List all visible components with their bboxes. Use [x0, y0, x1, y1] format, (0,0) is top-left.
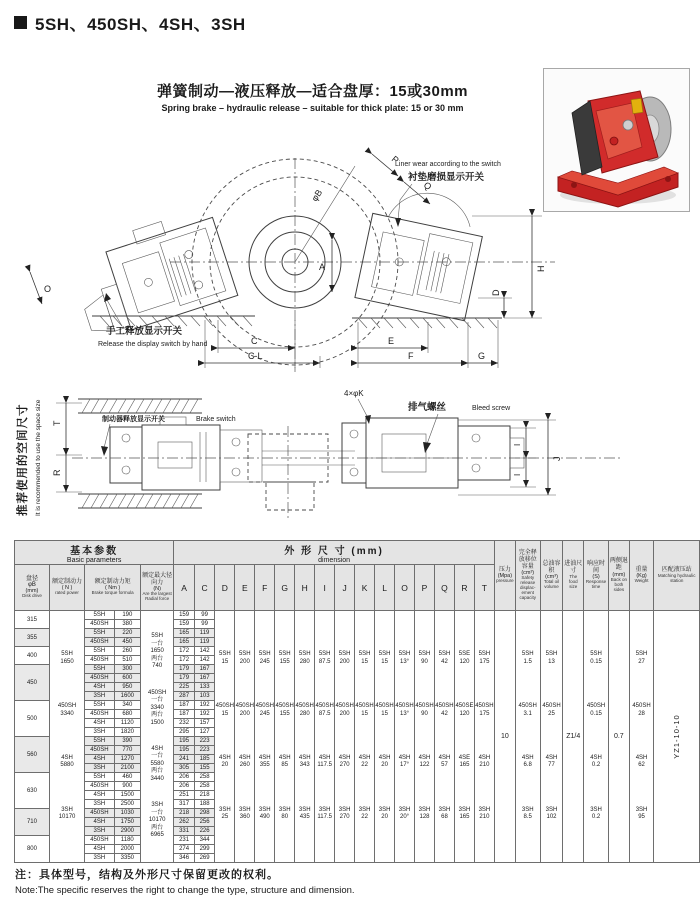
- brake-switch-label-en: Brake switch: [196, 416, 236, 423]
- cell-model: 3SH: [85, 800, 114, 809]
- dim-label-q: Q: [421, 179, 434, 193]
- cell-dim-A: 287: [174, 692, 195, 701]
- cell-dim-A: 206: [174, 773, 195, 782]
- dim-label-a: A: [319, 262, 326, 272]
- subtitle-en: Spring brake – hydraulic release – suitable for thick plate: 15 or 30 mm: [161, 103, 464, 113]
- cell-model: 5SH: [85, 647, 114, 656]
- cell-model: 4SH: [85, 818, 114, 827]
- page-title-row: [14, 10, 246, 35]
- col-header-force: 额定制动力 ( N ) rated power: [49, 565, 84, 611]
- footer-note: [15, 866, 355, 896]
- cell-dim-T: 5SH 175 450SH 175 4SH 210 3SH 210: [474, 611, 494, 863]
- col-header-back: 两侧退距 (mm) Back on both sides: [609, 541, 630, 611]
- cell-model: 4SH: [85, 683, 114, 692]
- col-header-pressure: 压力 (Mpa) pressure: [494, 541, 515, 611]
- cell-model: 450SH: [85, 782, 114, 791]
- side-view: [15, 389, 622, 518]
- subtitle-cn: 弹簧制动—液压释放—适合盘厚：15或30mm: [156, 83, 469, 100]
- cell-model: 5SH: [85, 665, 114, 674]
- release-label-en: Release the display switch by hand: [98, 341, 208, 348]
- cell-dim-H: 5SH 280 450SH 280 4SH 343 3SH 435: [295, 611, 315, 863]
- cell-torque: 900: [114, 782, 140, 791]
- col-header-torque: 额定制动力矩 ( Nm ) Brake torque formula: [85, 565, 141, 611]
- cell-dim-C: 157: [194, 719, 215, 728]
- dim-label-i1: I: [513, 443, 522, 446]
- cell-pressure: 10: [494, 611, 515, 863]
- title-square-icon: [14, 16, 27, 29]
- cell-dim-A: 172: [174, 656, 195, 665]
- wall-hatch-top: [82, 399, 198, 413]
- dim-letter-header: R: [454, 565, 474, 611]
- cell-torque: 510: [114, 656, 140, 665]
- cell-dim-A: 225: [174, 683, 195, 692]
- cell-dim-C: 256: [194, 818, 215, 827]
- cell-oil-volume: 5SH 13 450SH 25 4SH 77 3SH 102: [540, 611, 563, 863]
- space-size-label-en: It is recommended to use the space size: [35, 399, 42, 516]
- cell-torque: 450: [114, 638, 140, 647]
- cell-torque: 3350: [114, 854, 140, 863]
- note-en: Note:The specific reserves the right to change the type, structure and dimension.: [15, 885, 355, 896]
- cell-dim-E: 5SH 200 450SH 200 4SH 260 3SH 360: [235, 611, 255, 863]
- cell-dim-A: 195: [174, 746, 195, 755]
- cell-torque: 380: [114, 620, 140, 629]
- cell-dim-P: 5SH 90 450SH 90 4SH 122 3SH 128: [415, 611, 435, 863]
- cell-dim-C: 185: [194, 755, 215, 764]
- cell-dim-A: 305: [174, 764, 195, 773]
- dim-letter-header: L: [375, 565, 395, 611]
- cell-dim-J: 5SH 200 450SH 200 4SH 270 3SH 270: [335, 611, 355, 863]
- bleed-screw-label-cn: 排气螺丝: [408, 402, 447, 413]
- cell-torque: 680: [114, 710, 140, 719]
- cell-dim-A: 179: [174, 665, 195, 674]
- cell-dim-A: 331: [174, 827, 195, 836]
- dim-letter-header: D: [215, 565, 235, 611]
- cell-dim-A: 231: [174, 836, 195, 845]
- cell-model: 450SH: [85, 746, 114, 755]
- cell-model: 4SH: [85, 845, 114, 854]
- cell-torque: 1750: [114, 818, 140, 827]
- dim-label-j: J: [552, 456, 562, 461]
- dim-label-t: T: [52, 420, 62, 426]
- cell-dim-C: 223: [194, 746, 215, 755]
- header-basic-cn: 基本参数: [70, 545, 119, 557]
- cell-dim-C: 99: [194, 611, 215, 620]
- cell-torque: 260: [114, 647, 140, 656]
- cell-torque: 1180: [114, 836, 140, 845]
- cell-dim-A: 262: [174, 818, 195, 827]
- side-brake-assembly: [110, 417, 262, 490]
- cell-dim-C: 226: [194, 827, 215, 836]
- cell-dim-O: 5SH 13° 450SH 13° 4SH 17° 3SH 20°: [395, 611, 415, 863]
- cell-dim-C: 155: [194, 764, 215, 773]
- space-size-label-cn: 推荐使用的空间尺寸: [17, 403, 29, 516]
- cell-dim-A: 187: [174, 701, 195, 710]
- cell-dim-C: 103: [194, 692, 215, 701]
- cell-dim-C: 192: [194, 701, 215, 710]
- cell-torque: 1600: [114, 692, 140, 701]
- dim-letter-header: F: [255, 565, 275, 611]
- cell-dim-C: 344: [194, 836, 215, 845]
- dim-letter-header: I: [315, 565, 335, 611]
- cell-dim-C: 299: [194, 845, 215, 854]
- cell-model: 5SH: [85, 701, 114, 710]
- cell-dim-A: 232: [174, 719, 195, 728]
- cell-back-distance: 0.7: [609, 611, 630, 863]
- cell-dim-C: 142: [194, 656, 215, 665]
- cell-response-time: 5SH 0.15 450SH 0.15 4SH 0.2 3SH 0.2: [584, 611, 609, 863]
- right-caliper: [355, 179, 489, 321]
- cell-model: 5SH: [85, 629, 114, 638]
- liner-wear-label-en: Liner wear according to the switch: [395, 161, 501, 168]
- cell-dim-C: 119: [194, 629, 215, 638]
- cell-dim-C: 223: [194, 737, 215, 746]
- cell-torque: 1820: [114, 728, 140, 737]
- cell-rated-force: 5SH 1650 450SH 3340 4SH 5880 3SH 10170: [49, 611, 84, 863]
- cell-disc-diameter: 710: [15, 809, 50, 836]
- page-title: 5SH、450SH、4SH、3SH: [35, 15, 246, 34]
- cell-dim-Q: 5SH 42 450SH 42 4SH 57 3SH 68: [435, 611, 455, 863]
- cell-dim-A: 241: [174, 755, 195, 764]
- cell-radial-force: 5SH 一台 1650 两台 740 450SH 一台 3340 两台 1500 4SH 一台 5580 两台 3440 3SH 一台 10170 两台 6965: [141, 611, 174, 863]
- cell-weight: 5SH 27 450SH 28 4SH 62 3SH 95: [629, 611, 654, 863]
- cell-model: 3SH: [85, 728, 114, 737]
- cell-dim-C: 99: [194, 620, 215, 629]
- cell-torque: 1270: [114, 755, 140, 764]
- dim-label-p: P: [389, 153, 401, 166]
- col-header-release: 完全释放移位容量 (cm³) Safety release displac-ement capacity: [515, 541, 540, 611]
- dim-label-r: R: [52, 469, 62, 476]
- cell-disc-diameter: 400: [15, 647, 50, 665]
- ground-hatch-right: [358, 318, 497, 328]
- dim-letter-header: E: [235, 565, 255, 611]
- header-dim-en: dimension: [318, 556, 351, 564]
- header-basic-parameters: [15, 541, 174, 565]
- cell-dim-A: 295: [174, 728, 195, 737]
- dim-label-d: D: [491, 289, 501, 296]
- cell-model: 450SH: [85, 656, 114, 665]
- subtitle-block: [140, 80, 485, 113]
- cell-torque: 600: [114, 674, 140, 683]
- cell-dim-A: 179: [174, 674, 195, 683]
- col-header-oil: 总油容积 (cm³) Total oil volume: [540, 541, 563, 611]
- cell-model: 4SH: [85, 719, 114, 728]
- cell-dim-C: 188: [194, 800, 215, 809]
- cell-torque: 340: [114, 701, 140, 710]
- cell-torque: 300: [114, 665, 140, 674]
- cell-dim-A: 274: [174, 845, 195, 854]
- cell-model: 450SH: [85, 710, 114, 719]
- dim-label-e: E: [388, 336, 395, 346]
- cell-dim-A: 165: [174, 629, 195, 638]
- ground-hatch-left: [100, 316, 252, 326]
- cell-dim-K: 5SH 15 450SH 15 4SH 22 3SH 22: [355, 611, 375, 863]
- header-basic-en: Basic parameters: [66, 556, 122, 564]
- technical-drawings: [10, 120, 700, 545]
- cell-dim-C: 218: [194, 791, 215, 800]
- dim-label-o: O: [44, 284, 52, 294]
- dim-letter-header: K: [355, 565, 375, 611]
- cell-dim-C: 258: [194, 782, 215, 791]
- cell-dim-C: 133: [194, 683, 215, 692]
- cell-dim-R: 5SE 120 450SE 120 4SE 165 3SH 165: [454, 611, 474, 863]
- cell-disc-diameter: 500: [15, 701, 50, 737]
- cell-disc-diameter: 800: [15, 836, 50, 863]
- cell-dim-C: 192: [194, 710, 215, 719]
- dim-label-cl: C-L: [248, 351, 263, 361]
- cell-model: 3SH: [85, 827, 114, 836]
- cell-torque: 220: [114, 629, 140, 638]
- cell-release-capacity: 5SH 1.5 450SH 3.1 4SH 6.8 3SH 8.5: [515, 611, 540, 863]
- cell-model: 450SH: [85, 836, 114, 845]
- cell-model: 450SH: [85, 809, 114, 818]
- cell-model: 4SH: [85, 791, 114, 800]
- cell-dim-C: 298: [194, 809, 215, 818]
- cell-disc-diameter: 355: [15, 629, 50, 647]
- cell-torque: 770: [114, 746, 140, 755]
- cell-dim-C: 167: [194, 674, 215, 683]
- cell-torque: 190: [114, 611, 140, 620]
- dim-label-f: F: [408, 351, 414, 361]
- cell-model: 450SH: [85, 638, 114, 647]
- cell-dim-A: 159: [174, 611, 195, 620]
- brake-switch-label-cn: 制动器释放显示开关: [102, 416, 165, 423]
- cell-dim-C: 142: [194, 647, 215, 656]
- cell-torque: 1500: [114, 791, 140, 800]
- cell-hydraulic-station: YZ1-10-10: [654, 611, 700, 863]
- cell-torque: 2000: [114, 845, 140, 854]
- cell-disc-diameter: 315: [15, 611, 50, 629]
- cell-model: 3SH: [85, 854, 114, 863]
- dim-letter-header: H: [295, 565, 315, 611]
- col-header-weight: 重量 (Kg) Weight: [629, 541, 654, 611]
- cell-disc-diameter: 560: [15, 737, 50, 773]
- cell-dim-C: 269: [194, 854, 215, 863]
- cell-torque: 2500: [114, 800, 140, 809]
- drawing-svg: [10, 120, 700, 545]
- cell-dim-A: 159: [174, 620, 195, 629]
- bleed-screw-label-en: Bleed screw: [472, 405, 511, 412]
- cell-dim-A: 251: [174, 791, 195, 800]
- front-view: [30, 154, 555, 372]
- cell-dim-A: 317: [174, 800, 195, 809]
- dim-letter-header: P: [415, 565, 435, 611]
- left-caliper: [66, 206, 238, 342]
- cell-dim-C: 167: [194, 665, 215, 674]
- cell-dim-F: 5SH 245 450SH 245 4SH 355 3SH 490: [255, 611, 275, 863]
- cell-dim-C: 258: [194, 773, 215, 782]
- cell-disc-diameter: 630: [15, 773, 50, 809]
- cell-dim-I: 5SH 87.5 450SH 87.5 4SH 117.5 3SH 117.5: [315, 611, 335, 863]
- cell-dim-A: 195: [174, 737, 195, 746]
- dim-letter-header: O: [395, 565, 415, 611]
- dim-label-i2: I: [513, 473, 522, 476]
- dim-label-phib: φB: [309, 187, 325, 204]
- dim-letter-header: C: [194, 565, 215, 611]
- col-header-feed: 进油尺寸 The food size: [563, 541, 584, 611]
- cell-feed-size: Z1/4: [563, 611, 584, 863]
- cell-dim-A: 346: [174, 854, 195, 863]
- dim-letter-header: T: [474, 565, 494, 611]
- cell-model: 3SH: [85, 764, 114, 773]
- col-header-station: 匹配液压站 Matching hydraulic station: [654, 541, 700, 611]
- cell-dim-A: 165: [174, 638, 195, 647]
- cell-model: 5SH: [85, 737, 114, 746]
- bolt-label: 4×φK: [344, 389, 364, 398]
- cell-dim-A: 172: [174, 647, 195, 656]
- cell-torque: 390: [114, 737, 140, 746]
- dim-letter-header: Q: [435, 565, 455, 611]
- cell-dim-A: 206: [174, 782, 195, 791]
- cell-disc-diameter: 450: [15, 665, 50, 701]
- dim-label-g: G: [478, 351, 486, 361]
- dim-letter-header: J: [335, 565, 355, 611]
- cell-dim-G: 5SH 155 450SH 155 4SH 85 3SH 80: [275, 611, 295, 863]
- dim-label-c: C: [251, 336, 258, 346]
- cell-dim-A: 218: [174, 809, 195, 818]
- dim-letter-header: G: [275, 565, 295, 611]
- cell-dim-L: 5SH 15 450SH 15 4SH 20 3SH 20: [375, 611, 395, 863]
- cell-torque: 2100: [114, 764, 140, 773]
- col-header-response: 响应时间 (S) Response time: [584, 541, 609, 611]
- cell-dim-A: 187: [174, 710, 195, 719]
- cell-model: 5SH: [85, 773, 114, 782]
- cell-torque: 1030: [114, 809, 140, 818]
- cell-dim-C: 119: [194, 638, 215, 647]
- header-dimension: [174, 541, 495, 565]
- dim-letter-header: A: [174, 565, 195, 611]
- cell-model: 450SH: [85, 620, 114, 629]
- cell-model: 4SH: [85, 755, 114, 764]
- release-label-cn: 手工释放显示开关: [106, 326, 183, 337]
- cell-torque: 460: [114, 773, 140, 782]
- liner-wear-label-cn: 衬垫磨损显示开关: [408, 172, 485, 183]
- dim-label-h: H: [536, 265, 546, 272]
- cell-torque: 2900: [114, 827, 140, 836]
- note-cn: 注：具体型号，结构及外形尺寸保留更改的权利。: [15, 869, 279, 881]
- header-dim-cn: 外 形 尺 寸 (mm): [284, 545, 384, 557]
- cell-dim-C: 127: [194, 728, 215, 737]
- cell-model: 5SH: [85, 611, 114, 620]
- cell-dim-D: 5SH 15 450SH 15 4SH 20 3SH 25: [215, 611, 235, 863]
- cell-torque: 1120: [114, 719, 140, 728]
- cell-model: 3SH: [85, 692, 114, 701]
- cell-model: 450SH: [85, 674, 114, 683]
- col-header-disc: 盘径 φB (mm) Disk drive: [15, 565, 50, 611]
- parameters-table: [14, 540, 700, 863]
- wall-hatch-bottom: [82, 494, 198, 508]
- col-header-radial: 额定最大径向力 (N) Are the largest Radial force: [141, 565, 174, 611]
- cell-torque: 950: [114, 683, 140, 692]
